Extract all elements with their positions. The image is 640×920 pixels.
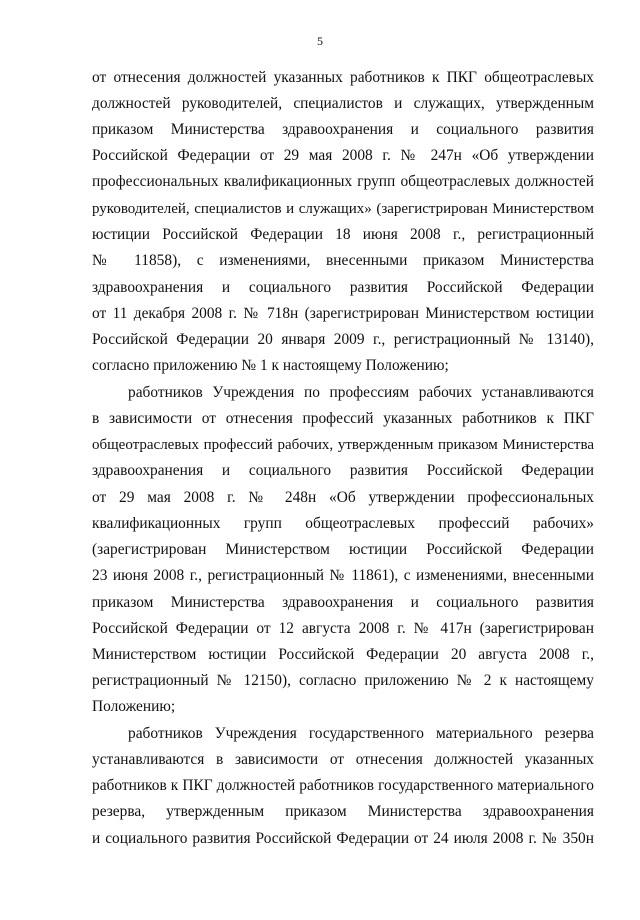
text-line: Министерством юстиции Российской Федерации 20 августа 2008 г., bbox=[92, 646, 594, 663]
text-line: от 29 мая 2008 г. № 248н «Об утверждении профессиональных bbox=[92, 489, 594, 506]
text-line: регистрационный № 12150), согласно приложению № 2 к настоящему bbox=[92, 672, 594, 689]
text-line: здравоохранения и социального развития Российской Федерации bbox=[92, 279, 594, 296]
text-line: юстиции Российской Федерации 18 июня 2008 г., регистрационный bbox=[92, 226, 594, 243]
text-line: от 11 декабря 2008 г. № 718н (зарегистрирован Министерством юстиции bbox=[92, 305, 594, 322]
text-line: Российской Федерации от 12 августа 2008 г. № 417н (зарегистрирован bbox=[92, 620, 594, 637]
text-line: общеотраслевых профессий рабочих, утвержденным приказом Министерства bbox=[92, 437, 594, 453]
text-line: согласно приложению № 1 к настоящему Положению; bbox=[92, 357, 449, 374]
text-line: Российской Федерации от 29 мая 2008 г. № 247н «Об утверждении bbox=[92, 147, 594, 164]
text-line: работников к ПКГ должностей работников государственного материального bbox=[92, 777, 594, 794]
text-line: Положению; bbox=[92, 698, 176, 715]
text-line: должностей руководителей, специалистов и служащих, утвержденным bbox=[92, 95, 594, 112]
text-line: руководителей, специалистов и служащих» (зарегистрирован Министерством bbox=[92, 201, 594, 217]
text-line: в зависимости от отнесения профессий указанных работников к ПКГ bbox=[92, 410, 594, 427]
text-line: здравоохранения и социального развития Российской Федерации bbox=[92, 462, 594, 479]
text-line: приказом Министерства здравоохранения и социального развития bbox=[92, 121, 594, 138]
text-line: от отнесения должностей указанных работников к ПКГ общеотраслевых bbox=[92, 69, 594, 86]
paragraph-first-line: работников Учреждения по профессиям рабочих устанавливаются bbox=[128, 384, 594, 401]
paragraph-first-line: работников Учреждения государственного материального резерва bbox=[128, 725, 594, 742]
text-line: резерва, утвержденным приказом Министерства здравоохранения bbox=[92, 803, 594, 820]
text-line: устанавливаются в зависимости от отнесения должностей указанных bbox=[92, 751, 594, 768]
page-number: 5 bbox=[317, 34, 323, 48]
text-line: квалификационных групп общеотраслевых профессий рабочих» bbox=[92, 515, 594, 532]
text-line: 23 июня 2008 г., регистрационный № 11861), с изменениями, внесенными bbox=[92, 567, 594, 584]
text-line: и социального развития Российской Федерации от 24 июля 2008 г. № 350н bbox=[92, 830, 594, 847]
text-line: профессиональных квалификационных групп общеотраслевых должностей bbox=[92, 173, 594, 190]
text-line: № 11858), с изменениями, внесенными приказом Министерства bbox=[92, 252, 594, 269]
text-line: (зарегистрирован Министерством юстиции Российской Федерации bbox=[92, 541, 594, 558]
text-line: Российской Федерации 20 января 2009 г., регистрационный № 13140), bbox=[92, 331, 594, 348]
text-line: приказом Министерства здравоохранения и социального развития bbox=[92, 594, 594, 611]
